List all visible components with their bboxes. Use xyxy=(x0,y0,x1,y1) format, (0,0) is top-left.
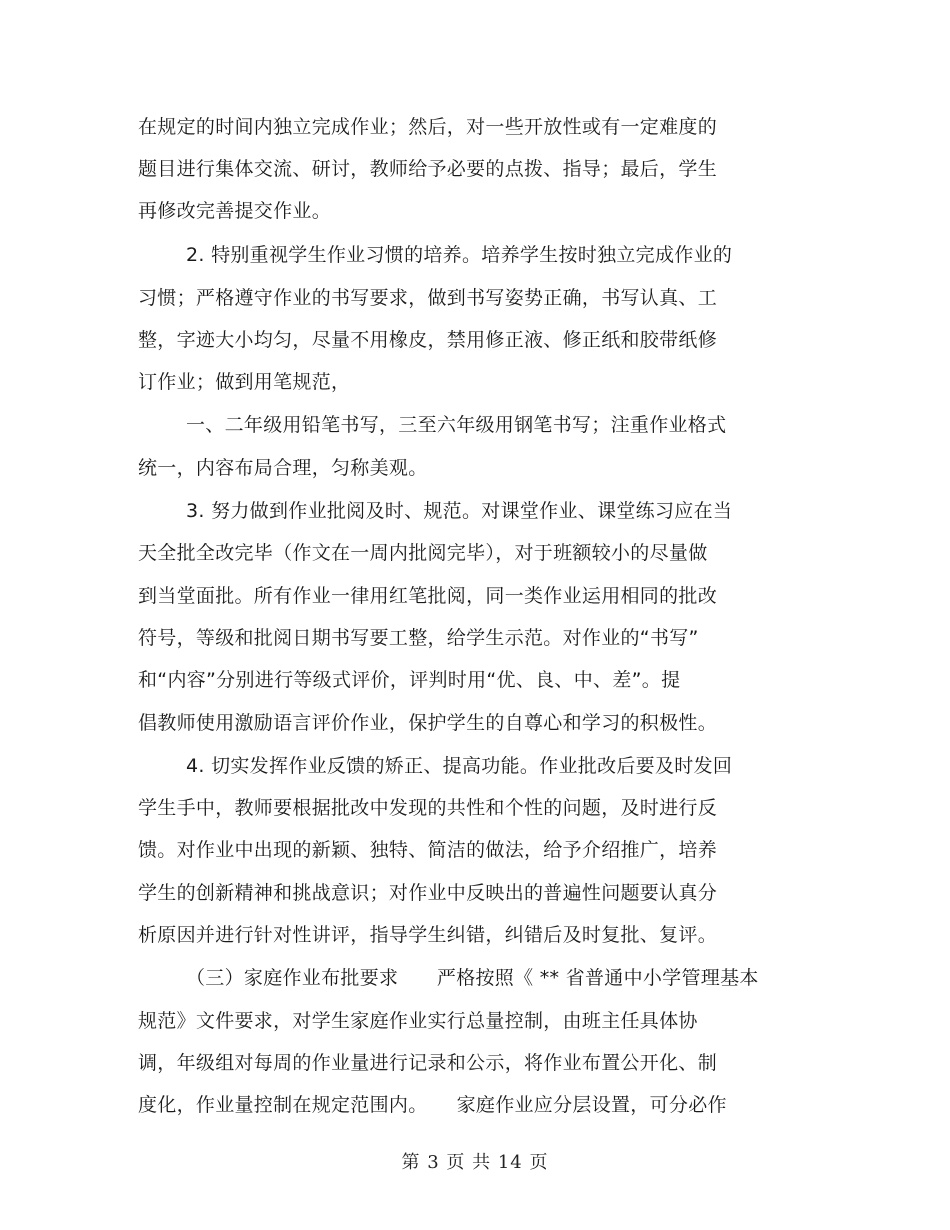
text-line: 统一，内容布局合理，匀称美观。 xyxy=(138,457,428,479)
text-line: 学生的创新精神和挑战意识；对作业中反映出的普遍性问题要认真分 xyxy=(138,882,718,904)
text-line: 整，字迹大小均匀，尽量不用橡皮，禁用修正液、修正纸和胶带纸修 xyxy=(138,329,718,351)
text-line: 到当堂面批。所有作业一律用红笔批阅，同一类作业运用相同的批改 xyxy=(138,585,718,607)
page-number-footer: 第 3 页 共 14 页 xyxy=(401,1152,549,1173)
text-line: 天全批全改完毕（作文在一周内批阅完毕），对于班额较小的尽量做 xyxy=(138,542,708,564)
text-line: 2. 特别重视学生作业习惯的培养。培养学生按时独立完成作业的 xyxy=(186,244,733,266)
text-line: （三）家庭作业布批要求 严格按照《 ** 省普通中小学管理基本 xyxy=(186,967,759,989)
text-line: 3. 努力做到作业批阅及时、规范。对课堂作业、课堂练习应在当 xyxy=(186,500,733,522)
text-line: 符号，等级和批阅日期书写要工整，给学生示范。对作业的“书写” xyxy=(138,627,699,649)
text-line: 再修改完善提交作业。 xyxy=(138,200,332,222)
text-line: 规范》文件要求，对学生家庭作业实行总量控制，由班主任具体协 xyxy=(138,1010,698,1032)
text-line: 和“内容”分别进行等级式评价，评判时用“优、良、中、差”。提 xyxy=(138,669,681,691)
text-line: 4. 切实发挥作业反馈的矫正、提高功能。作业批改后要及时发回 xyxy=(186,755,733,777)
text-line: 调，年级组对每周的作业量进行记录和公示，将作业布置公开化、制 xyxy=(138,1052,718,1074)
text-line: 订作业；做到用笔规范， xyxy=(138,371,351,393)
text-line: 学生手中，教师要根据批改中发现的共性和个性的问题，及时进行反 xyxy=(138,797,718,819)
text-line: 度化，作业量控制在规定范围内。 家庭作业应分层设置，可分必作 xyxy=(138,1094,727,1116)
text-line: 析原因并进行针对性讲评，指导学生纠错，纠错后及时复批、复评。 xyxy=(138,924,718,946)
text-line: 一、二年级用铅笔书写，三至六年级用钢笔书写；注重作业格式 xyxy=(186,414,727,436)
text-line: 倡教师使用激励语言评价作业，保护学生的自尊心和学习的积极性。 xyxy=(138,712,718,734)
text-line: 习惯；严格遵守作业的书写要求，做到书写姿势正确，书写认真、工 xyxy=(138,287,718,309)
text-line: 馈。对作业中出现的新颖、独特、简洁的做法，给予介绍推广，培养 xyxy=(138,839,718,861)
text-line: 在规定的时间内独立完成作业；然后，对一些开放性或有一定难度的 xyxy=(138,116,718,138)
text-line: 题目进行集体交流、研讨，教师给予必要的点拨、指导；最后，学生 xyxy=(138,158,718,180)
